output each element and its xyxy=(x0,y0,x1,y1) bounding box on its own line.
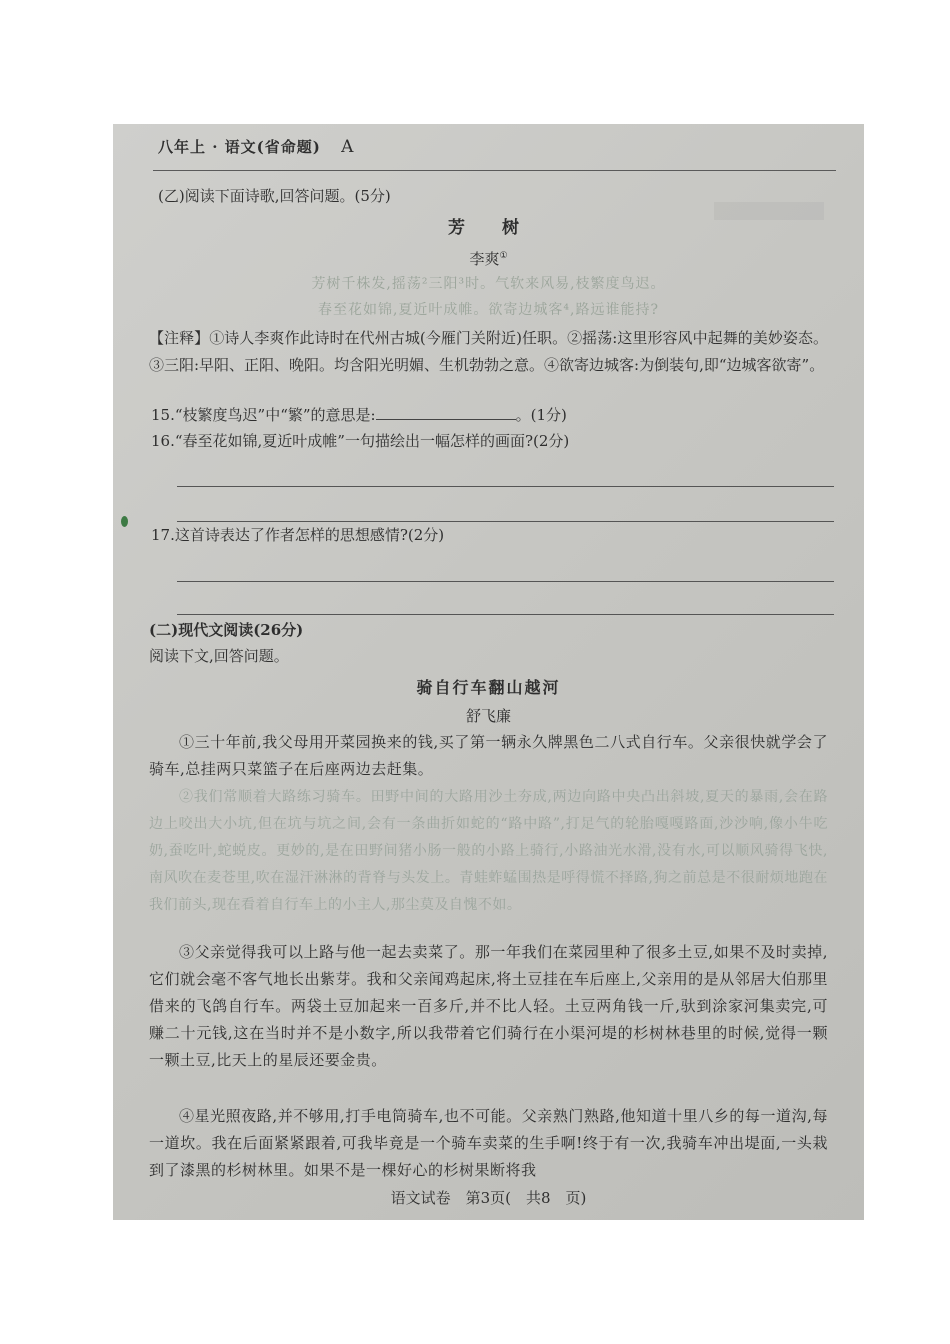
paragraph-1: ①三十年前,我父母用开菜园换来的钱,买了第一辆永久牌黑色二八式自行车。父亲很快就学会了骑车,总挂两只菜篮子在后座两边去赶集。 xyxy=(149,733,828,778)
q15-text: 15.“枝繁度鸟迟”中“繁”的意思是: xyxy=(151,406,376,424)
poem-author-name: 李爽 xyxy=(469,250,500,268)
modern-instruction: 阅读下文,回答问题。 xyxy=(149,647,289,665)
green-ink-dot xyxy=(121,516,128,527)
page-footer: 语文试卷 第3页( 共8 页) xyxy=(390,1189,587,1207)
poem-author-note: ① xyxy=(499,251,508,261)
poem-line-1: 芳树千株发,摇荡²三阳³时。气软来风易,枝繁度鸟迟。 xyxy=(311,276,666,292)
q17-answer-line-1[interactable] xyxy=(177,581,834,582)
q17-answer-line-2[interactable] xyxy=(177,614,834,615)
paragraph-4: ④星光照夜路,并不够用,打手电筒骑车,也不可能。父亲熟门熟路,他知道十里八乡的每一道沟,每一道坎。我在后面紧紧跟着,可我毕竟是一个骑车卖菜的生手啊!终于有一次,我骑车冲出堤面,一头栽到了漆黑的杉树林里。如果不是一棵好心的杉树果断将我 xyxy=(149,1107,828,1179)
question-16: 16.“春至花如锦,夏近叶成帷”一句描绘出一幅怎样的画面?(2分) xyxy=(151,432,570,450)
question-15 xyxy=(151,405,567,425)
article-author: 舒飞廉 xyxy=(465,707,511,725)
q16-answer-line-1[interactable] xyxy=(177,486,834,487)
poem-line-2: 春至花如锦,夏近叶成帷。欲寄边城客⁴,路远谁能持? xyxy=(317,302,660,318)
question-17: 17.这首诗表达了作者怎样的思想感情?(2分) xyxy=(151,526,445,544)
poem-author xyxy=(113,246,864,269)
paragraph-2: ②我们常顺着大路练习骑车。田野中间的大路用沙土夯成,两边向路中央凸出斜坡,夏天的暴雨,会在路边上咬出大小坑,但在坑与坑之间,会有一条曲折如蛇的“路中路”,打足气的轮胎嘎嘎路面,沙沙响,像小牛吃奶,蚕吃叶,蛇蜕皮。更妙的,是在田野间猪小肠一般的小路上骑行,小路油光水滑,没有水,可以顺风骑得飞快,南风吹在麦苍里,吹在湿汗淋淋的背脊与头发上。青蛙蚱蜢围热是呼得慌不择路,狗之前总是不很耐烦地跑在我们前头,现在看着自行车上的小主人,那尘莫及自愧不如。 xyxy=(149,789,828,913)
poem-intro: (乙)阅读下面诗歌,回答问题。(5分) xyxy=(158,187,391,205)
paragraph-3: ③父亲觉得我可以上路与他一起去卖菜了。那一年我们在菜园里种了很多土豆,如果不及时卖掉,它们就会毫不客气地长出紫芽。我和父亲闻鸡起床,将土豆挂在车后座上,父亲用的是从邻居大伯那里借来的飞鸽自行车。两袋土豆加起来一百多斤,并不比人轻。土豆两角钱一斤,驮到涂家河集卖完,可赚二十元钱,这在当时并不是小数字,所以我带着它们骑行在小渠河堤的杉树林巷里的时候,觉得一颗一颗土豆,比天上的星辰还要金贵。 xyxy=(149,943,828,1069)
page-header xyxy=(158,136,354,157)
exam-page-photo xyxy=(113,124,864,1220)
article-title: 骑自行车翻山越河 xyxy=(416,678,561,697)
header-rule xyxy=(153,170,836,171)
poem-notes: 【注释】①诗人李爽作此诗时在代州古城(今雁门关附近)任职。②摇荡:这里形容风中起舞的美妙姿态。③三阳:早阳、正阳、晚阳。均含阳光明媚、生机勃勃之意。④欲寄边城客:为倒装句,即“边城客欲寄”。 xyxy=(149,329,828,374)
q15-answer-blank[interactable] xyxy=(376,405,516,420)
q16-answer-line-2[interactable] xyxy=(177,521,834,522)
modern-section-heading: (二)现代文阅读(26分) xyxy=(149,621,304,639)
poem-title: 芳 树 xyxy=(448,218,529,238)
header-title: 八年上 · 语文(省命题) xyxy=(158,138,321,156)
q15-points: 。(1分) xyxy=(515,406,567,424)
header-version: A xyxy=(341,137,355,157)
